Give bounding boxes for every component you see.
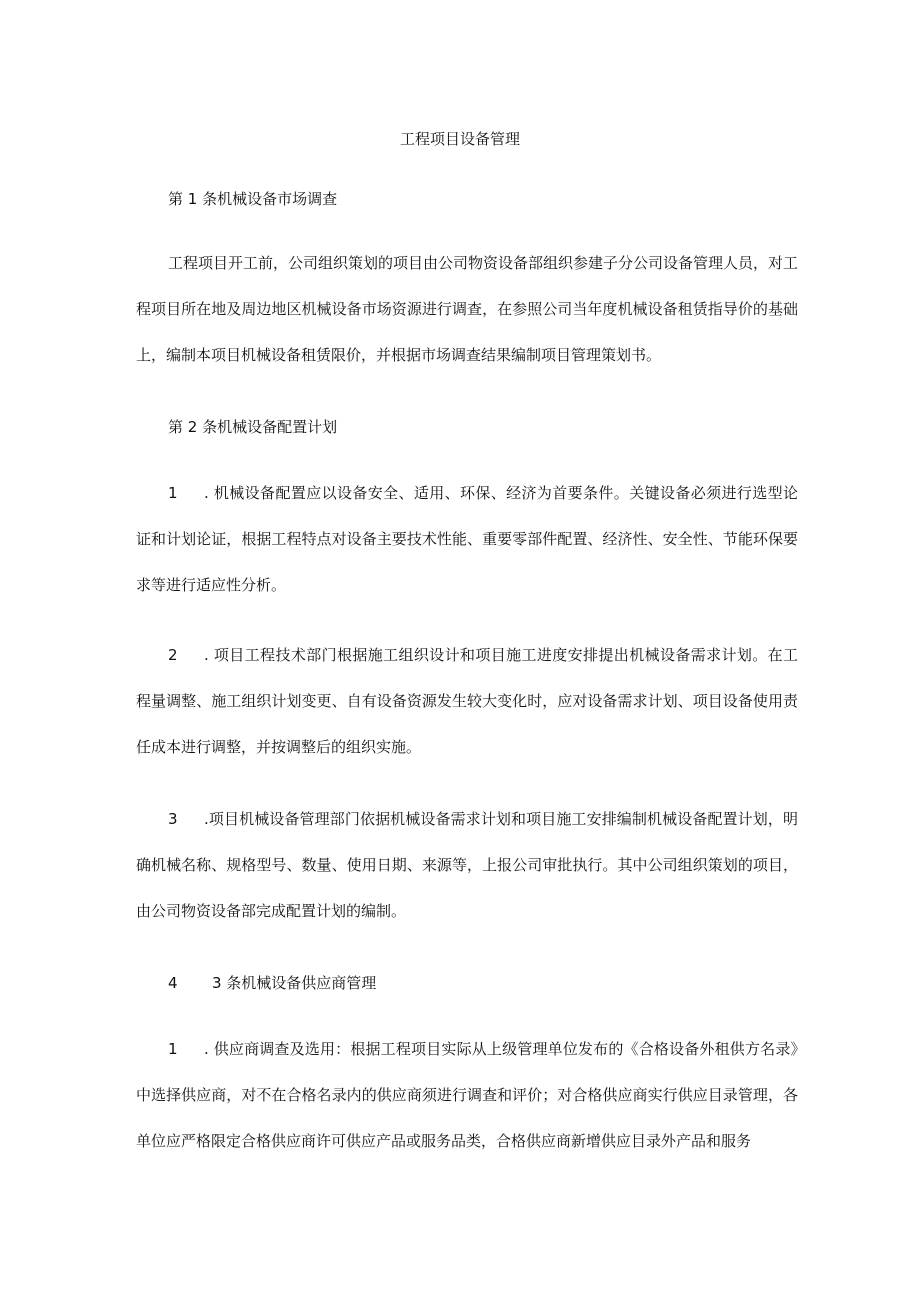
section-1-heading: 第 1 条机械设备市场调查 — [168, 190, 338, 208]
heading-text: 3 条机械设备供应商管理 — [212, 974, 377, 992]
paragraph-text: .项目机械设备管理部门依据机械设备需求计划和项目施工安排编制机械设备配置计划，明确机械名称、规格型号、数量、使用日期、来源等，上报公司审批执行。其中公司组织策划的项目，由公司物资设备部完成配置计划的编制。 — [136, 810, 798, 920]
paragraph-text: . 供应商调查及选用：根据工程项目实际从上级管理单位发布的《合格设备外租供方名录》中选择供应商，对不在合格名录内的供应商须进行调查和评价；对合格供应商实行供应目录管理，各单位应严格限定合格供应商许可供应产品或服务品类，合格供应商新增供应目录外产品和服务 — [136, 1040, 798, 1150]
item-number: 3 — [168, 810, 178, 828]
section-2-paragraph-3 — [136, 796, 798, 934]
paragraph-text: 工程项目开工前，公司组织策划的项目由公司物资设备部组织参建子分公司设备管理人员，对工程项目所在地及周边地区机械设备市场资源进行调查，在参照公司当年度机械设备租赁指导价的基础上，编制本项目机械设备租赁限价，并根据市场调查结果编制项目管理策划书。 — [136, 254, 799, 364]
heading-number: 4 — [168, 974, 178, 992]
item-number: 1 — [168, 484, 178, 502]
section-2-heading: 第 2 条机械设备配置计划 — [168, 418, 338, 436]
section-1-paragraph-1 — [136, 240, 798, 378]
item-number: 1 — [168, 1040, 178, 1058]
paragraph-text: . 机械设备配置应以设备安全、适用、环保、经济为首要条件。关键设备必须进行选型论证和计划论证，根据工程特点对设备主要技术性能、重要零部件配置、经济性、安全性、节能环保要求等进行适应性分析。 — [136, 484, 798, 594]
document-title: 工程项目设备管理 — [399, 130, 520, 148]
section-2-paragraph-2 — [136, 632, 798, 770]
paragraph-text: . 项目工程技术部门根据施工组织设计和项目施工进度安排提出机械设备需求计划。在工程量调整、施工组织计划变更、自有设备资源发生较大变化时，应对设备需求计划、项目设备使用责任成本进行调整，并按调整后的组织实施。 — [136, 646, 798, 756]
section-3-heading — [168, 972, 376, 994]
item-number: 2 — [168, 646, 178, 664]
section-2-paragraph-1 — [136, 470, 798, 608]
section-3-paragraph-1 — [136, 1026, 798, 1164]
